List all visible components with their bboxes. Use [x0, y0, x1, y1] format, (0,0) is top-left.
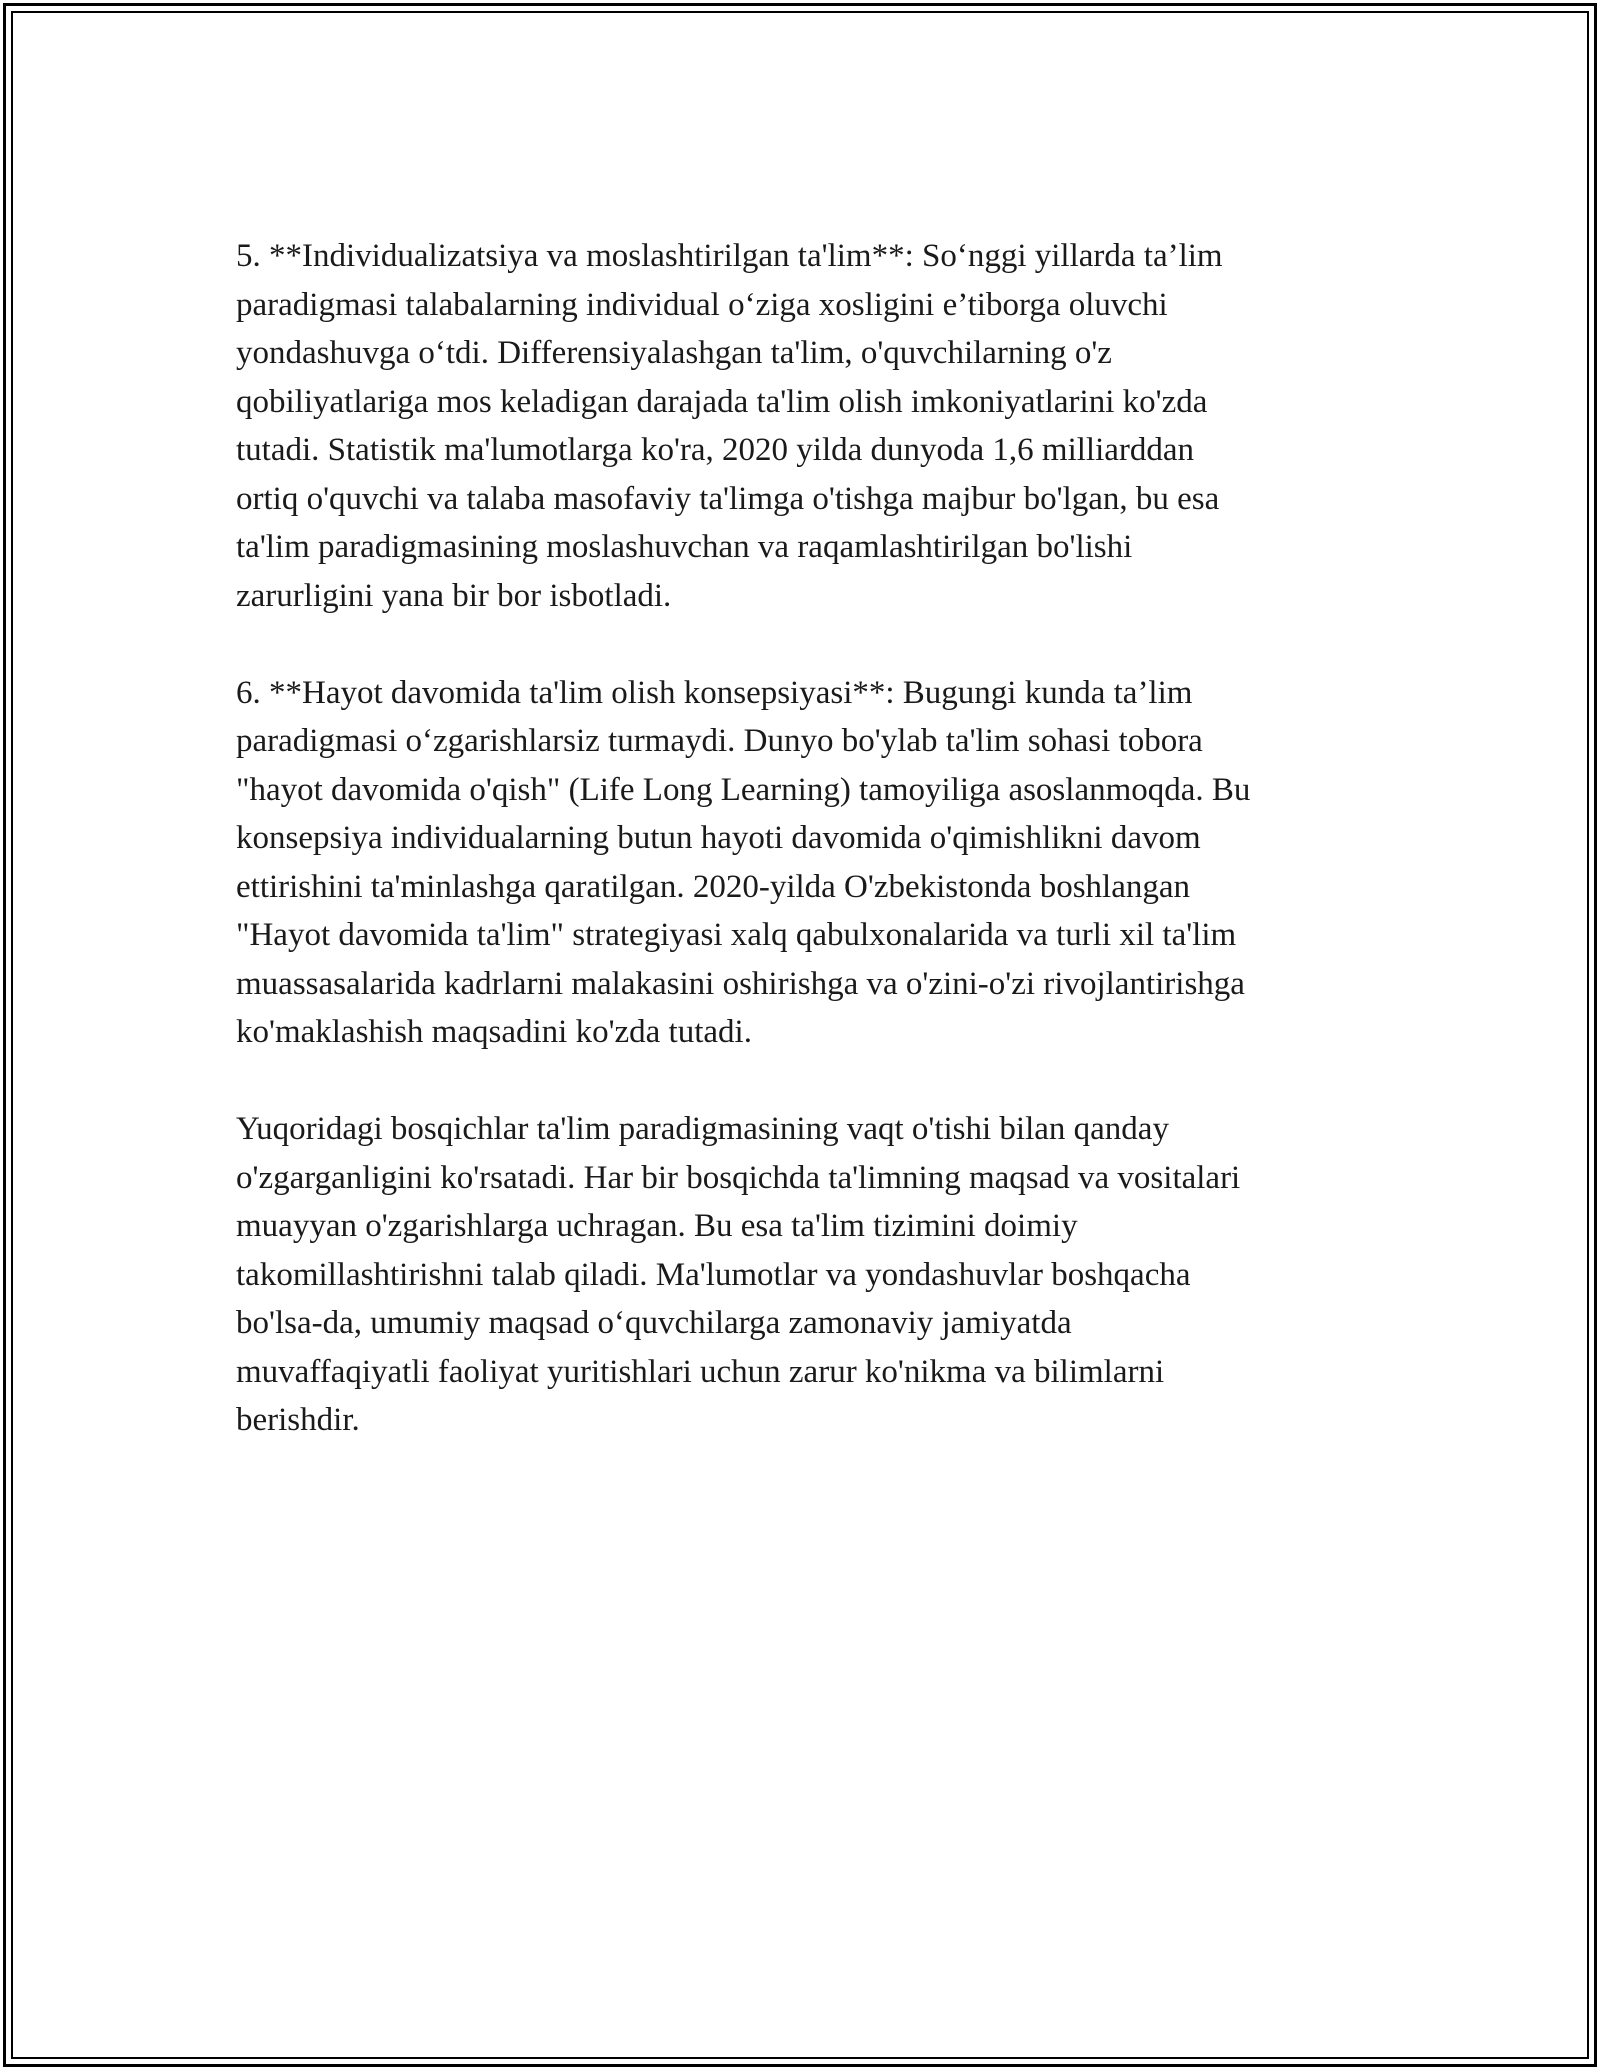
- document-body: [236, 232, 1366, 1493]
- paragraph-individualization: 5. **Individualizatsiya va moslashtirilgan ta'lim**: So‘nggi yillarda ta’lim paradigmasi talabalarning individual o‘ziga xosligini e’tiborga oluvchi yondashuvga o‘tdi. Differensiyalashgan ta'lim, o'quvchilarning o'z qobiliyatlariga mos keladigan darajada ta'lim olish imkoniyatlarini ko'zda tutadi. Statistik ma'lumotlarga ko'ra, 2020 yilda dunyoda 1,6 milliarddan ortiq o'quvchi va talaba masofaviy ta'limga o'tishga majbur bo'lgan, bu esa ta'lim paradigmasining moslashuvchan va raqamlashtirilgan bo'lishi zarurligini yana bir bor isbotladi.: [236, 238, 1223, 614]
- paragraph-lifelong-learning: 6. **Hayot davomida ta'lim olish konsepsiyasi**: Bugungi kunda ta’lim paradigmasi o‘zgarishlarsiz turmaydi. Dunyo bo'ylab ta'lim sohasi tobora "hayot davomida o'qish" (Life Long Learning) tamoyiliga asoslanmoqda. Bu konsepsiya individualarning butun hayoti davomida o'qimishlikni davom ettirishini ta'minlashga qaratilgan. 2020-yilda O'zbekistonda boshlangan "Hayot davomida ta'lim" strategiyasi xalq qabulxonalarida va turli xil ta'lim muassasalarida kadrlarni malakasini oshirishga va o'zini-o'zi rivojlantirishga ko'maklashish maqsadini ko'zda tutadi.: [236, 674, 1251, 1050]
- paragraph-conclusion: Yuqoridagi bosqichlar ta'lim paradigmasining vaqt o'tishi bilan qanday o'zgarganligini ko'rsatadi. Har bir bosqichda ta'limning maqsad va vositalari muayyan o'zgarishlarga uchragan. Bu esa ta'lim tizimini doimiy takomillashtirishni talab qiladi. Ma'lumotlar va yondashuvlar boshqacha bo'lsa-da, umumiy maqsad o‘quvchilarga zamonaviy jamiyatda muvaffaqiyatli faoliyat yuritishlari uchun zarur ko'nikma va bilimlarni berishdir.: [236, 1111, 1241, 1438]
